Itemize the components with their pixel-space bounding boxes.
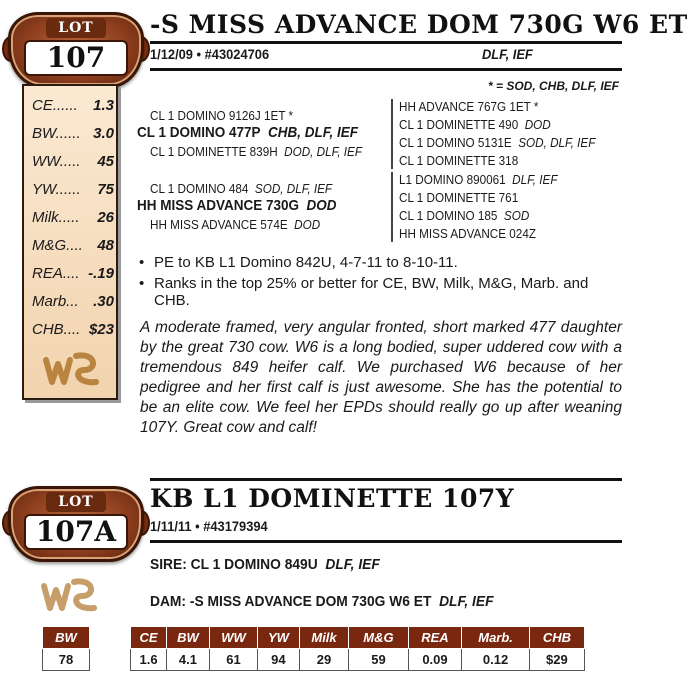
bullet-item: • Ranks in the top 25% or better for CE, BW, Milk, M&G, Marb. and CHB. <box>140 275 610 309</box>
epd-table-header: CHB <box>529 627 584 649</box>
epd-table-cell: 0.12 <box>462 649 529 671</box>
ped-col3-item: CL 1 DOMINO 185 SOD <box>399 208 530 223</box>
epd-table-header: REA <box>408 627 462 649</box>
epd-table-cell: 29 <box>299 649 349 671</box>
ped-col3-item: CL 1 DOMINETTE 490 DOD <box>399 117 551 132</box>
epd-row: BW...... 3.0 <box>32 125 114 142</box>
lot-label: LOT <box>46 18 106 38</box>
lot-label: LOT <box>46 492 106 512</box>
epd-row: M&G.... 48 <box>32 237 114 254</box>
epd-row: REA.... -.19 <box>32 265 114 282</box>
ped-dam-dam: HH MISS ADVANCE 574E DOD <box>150 217 321 232</box>
epd-row: YW...... 75 <box>32 181 114 198</box>
bullet-item: • PE to KB L1 Domino 842U, 4-7-11 to 8-10-11. <box>140 254 610 271</box>
sub-rule <box>150 68 622 71</box>
ped-dam-sire: CL 1 DOMINO 484 SOD, DLF, IEF <box>150 181 333 196</box>
lot-number: 107 <box>24 40 128 76</box>
ped-col3-item: CL 1 DOMINETTE 318 <box>399 153 519 168</box>
birth-reg-text: 1/12/09 • #43024706 <box>150 46 270 62</box>
birth-reg <box>150 518 268 534</box>
epd-row: WW..... 45 <box>32 153 114 170</box>
ped-sire-dam: CL 1 DOMINETTE 839H DOD, DLF, IEF <box>150 144 362 159</box>
pedigree-bracket <box>391 99 393 169</box>
ped-dam: HH MISS ADVANCE 730G DOD <box>137 197 337 214</box>
epd-table-cell: 59 <box>349 649 408 671</box>
epd-table-cell: 0.09 <box>408 649 462 671</box>
epd-table-header: Milk <box>299 627 349 649</box>
dna-legend: * = SOD, CHB, DLF, IEF <box>487 79 619 93</box>
lot-dna-tags: DLF, IEF <box>482 46 533 62</box>
epd-table <box>130 626 585 671</box>
epd-row: Milk..... 26 <box>32 209 114 226</box>
epd-table-header: BW <box>167 627 210 649</box>
birth-reg <box>150 46 269 62</box>
epd-row: CHB.... $23 <box>32 321 114 338</box>
sub-rule <box>150 540 622 543</box>
wy-brand-icon <box>40 348 102 392</box>
lot-badge <box>2 480 150 568</box>
pedigree-bracket <box>391 172 393 242</box>
sire-line: SIRE: CL 1 DOMINO 849U DLF, IEF <box>150 556 380 573</box>
ped-col3-item: HH ADVANCE 767G 1ET * <box>399 99 539 114</box>
epd-table-header: YW <box>258 627 299 649</box>
ped-col3-item: CL 1 DOMINO 5131E SOD, DLF, IEF <box>399 135 596 150</box>
lot-title: -S MISS ADVANCE DOM 730G W6 ET <box>150 10 688 39</box>
lot-dna <box>482 46 533 62</box>
ped-col3-item: CL 1 DOMINETTE 761 <box>399 190 519 205</box>
epd-table-cell: $29 <box>529 649 584 671</box>
epd-table-header: WW <box>209 627 257 649</box>
birth-reg-text: 1/11/11 • #43179394 <box>150 518 268 534</box>
epd-row: Marb... .30 <box>32 293 114 310</box>
dam-line: DAM: -S MISS ADVANCE DOM 730G W6 ET DLF, IEF <box>150 593 494 610</box>
lot-description: A moderate framed, very angular fronted, short marked 477 daughter by the great 730 cow. W6 is a long bodied, super uddered cow with a tremendous 849 heifer calf. We purchased W6 because of her pedigree and her first calf is just awesome. She has the potential to be an elite cow. We feel her EPDs should really go up after weaning 107Y. Great cow and calf! <box>140 319 622 436</box>
epd-table-cell: 4.1 <box>167 649 210 671</box>
epd-table-cell: 94 <box>258 649 299 671</box>
ped-sire: CL 1 DOMINO 477P CHB, DLF, IEF <box>137 124 359 141</box>
lot-title: KB L1 DOMINETTE 107Y <box>150 484 515 513</box>
epd-row: CE...... 1.3 <box>32 97 114 114</box>
ped-col3-item: L1 DOMINO 890061 DLF, IEF <box>399 172 558 187</box>
epd-panel <box>22 84 118 400</box>
ped-col3-item: HH MISS ADVANCE 024Z <box>399 226 536 241</box>
epd-table-header: M&G <box>349 627 408 649</box>
title-rule <box>150 41 622 44</box>
bw-table-header: BW <box>43 627 90 649</box>
title-rule <box>150 478 622 481</box>
epd-table-header: Marb. <box>462 627 529 649</box>
epd-table-cell: 1.6 <box>131 649 167 671</box>
bw-table-value: 78 <box>43 649 90 671</box>
lot-number: 107A <box>24 514 128 550</box>
epd-table-header: CE <box>131 627 167 649</box>
ped-sire-sire: CL 1 DOMINO 9126J 1ET * <box>150 108 294 123</box>
wy-brand-icon <box>38 574 100 618</box>
lot-badge <box>2 6 150 94</box>
epd-table-cell: 61 <box>209 649 257 671</box>
bw-table <box>42 626 90 671</box>
